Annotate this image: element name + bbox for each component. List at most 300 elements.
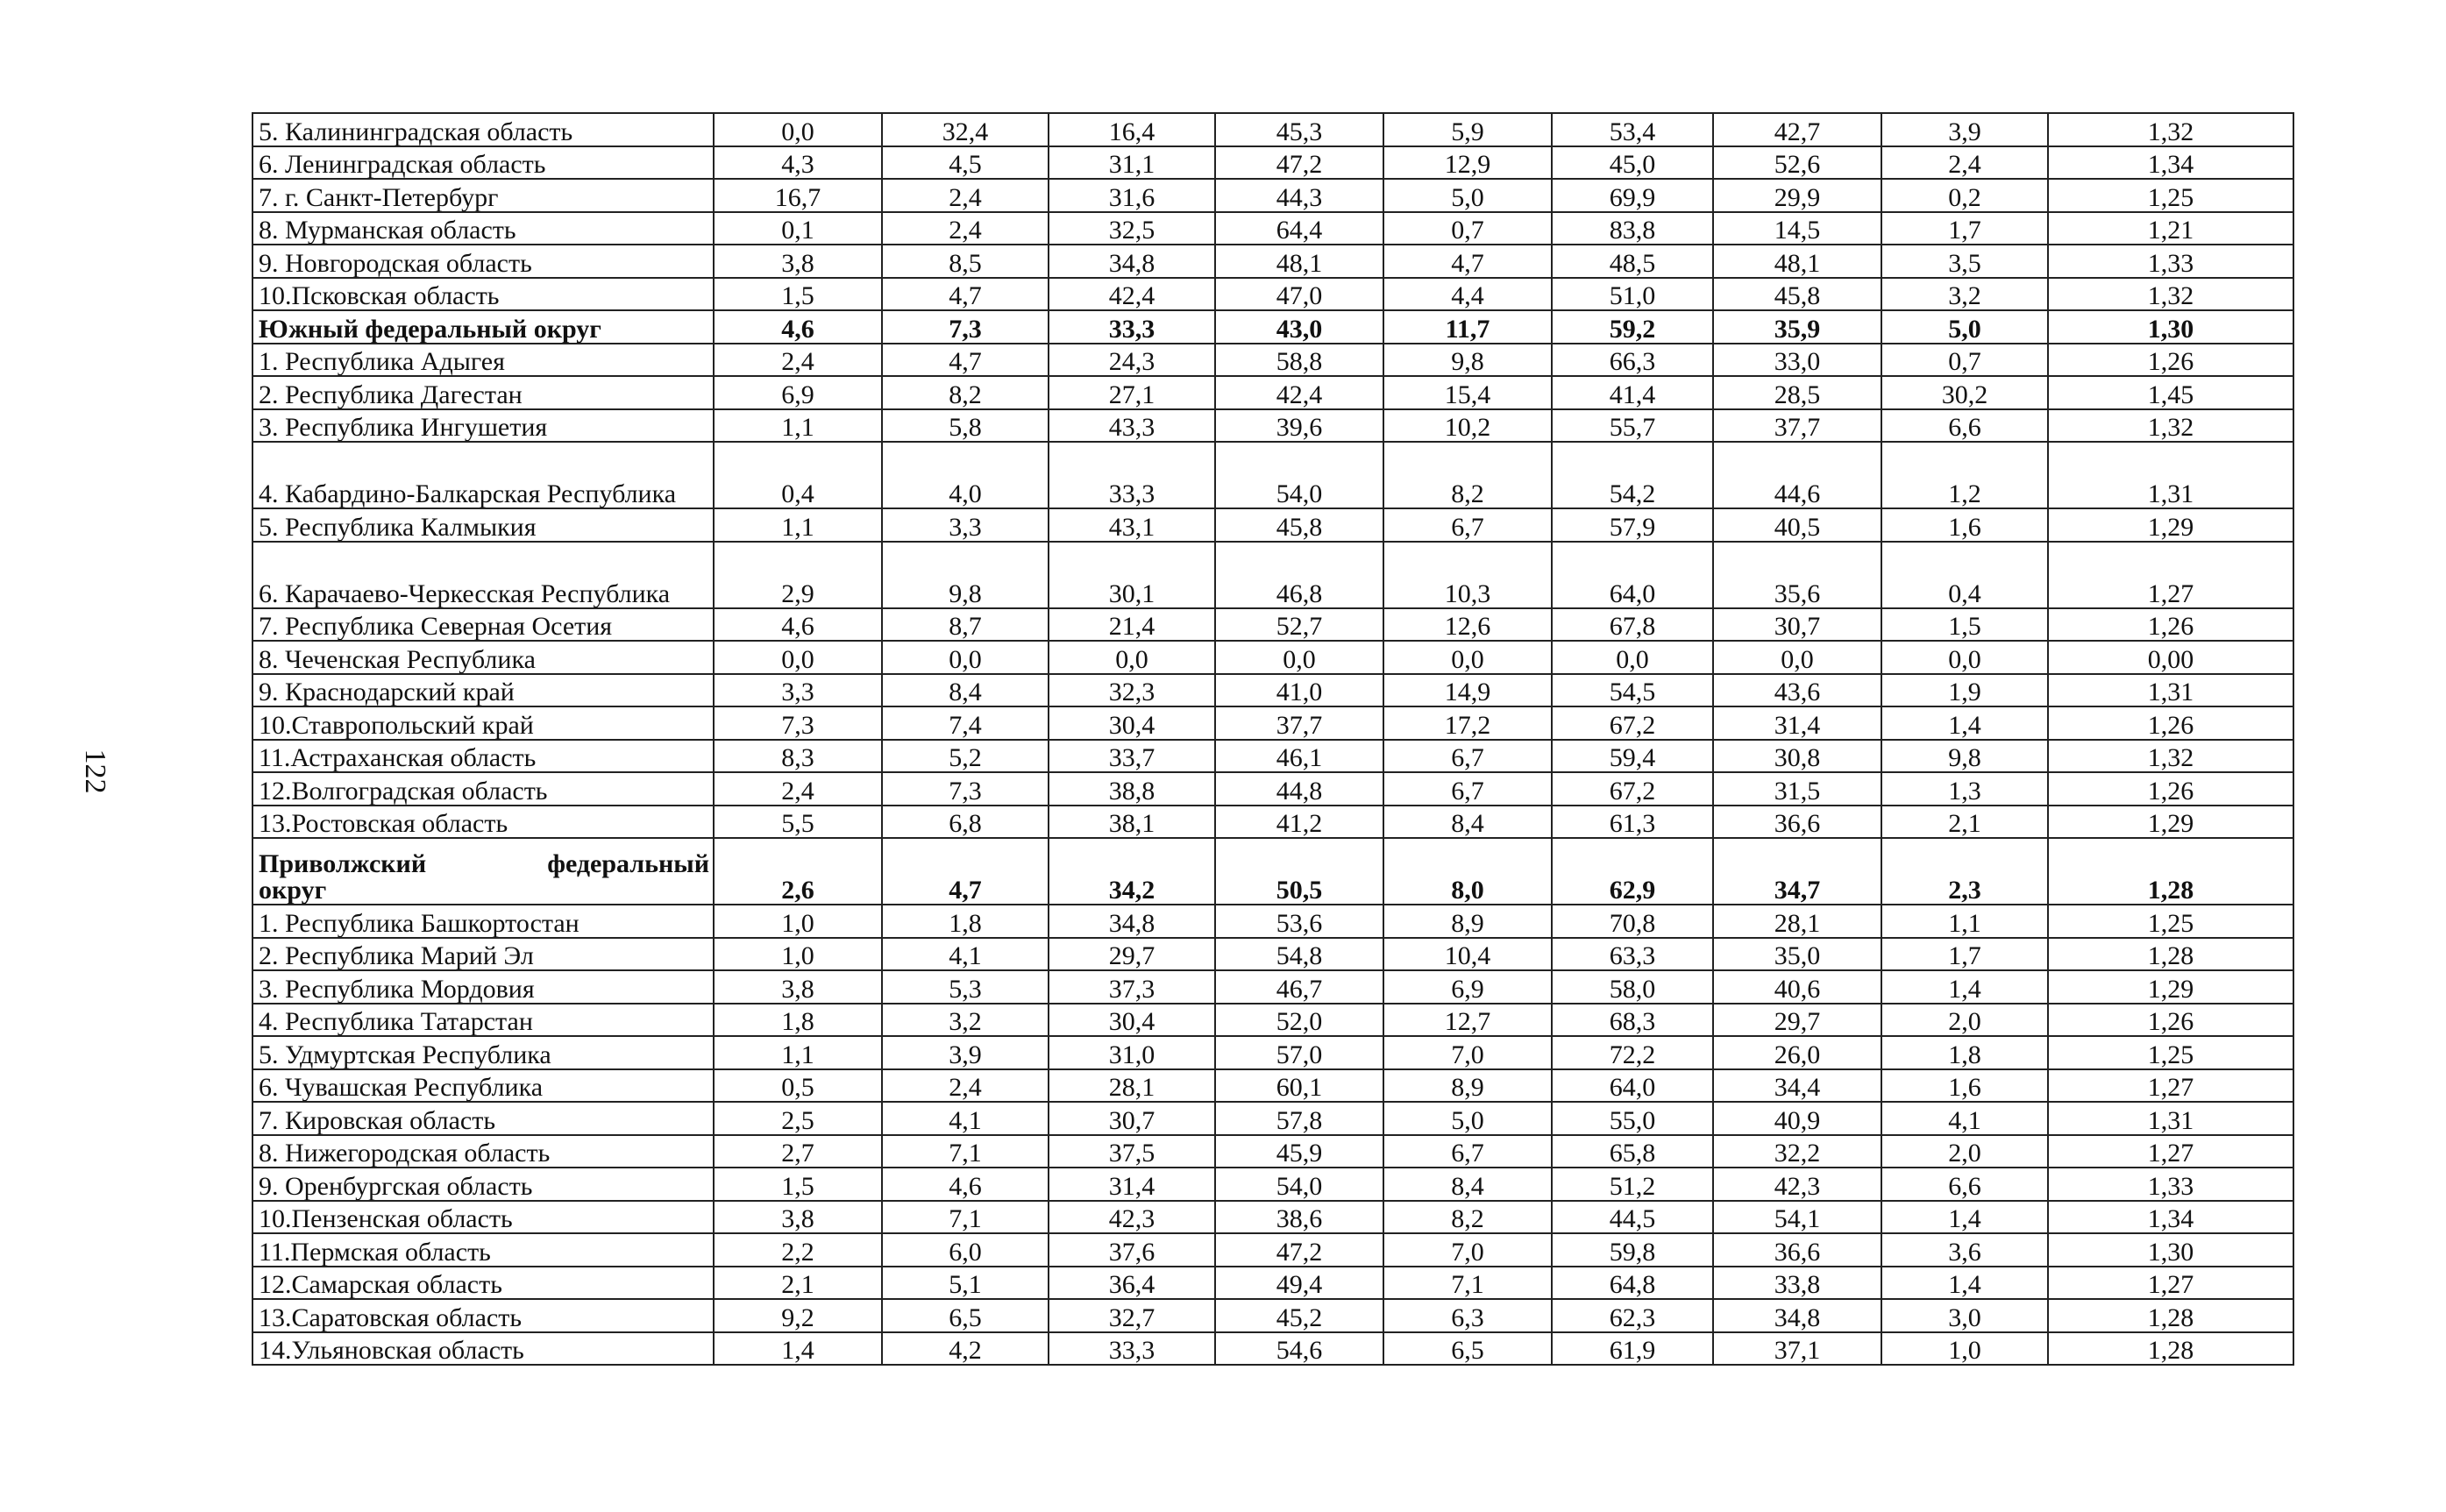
value-cell: 57,9	[1552, 508, 1713, 542]
value-cell: 30,2	[1881, 376, 2048, 409]
table-row	[252, 905, 2293, 938]
value-cell: 9,2	[714, 1299, 882, 1332]
value-cell: 8,4	[1383, 806, 1552, 839]
table-row	[252, 376, 2293, 409]
region-name-cell: 12.Самарская область	[252, 1267, 714, 1300]
value-cell: 46,7	[1215, 970, 1383, 1004]
value-cell: 5,1	[882, 1267, 1049, 1300]
value-cell: 2,2	[714, 1233, 882, 1267]
value-cell: 1,8	[714, 1004, 882, 1037]
value-cell: 1,21	[2048, 212, 2293, 245]
value-cell: 30,4	[1049, 1004, 1215, 1037]
value-cell: 50,5	[1215, 838, 1383, 905]
value-cell: 6,7	[1383, 1135, 1552, 1168]
value-cell: 48,5	[1552, 245, 1713, 278]
value-cell: 4,6	[714, 310, 882, 344]
value-cell: 5,0	[1383, 179, 1552, 212]
value-cell: 83,8	[1552, 212, 1713, 245]
value-cell: 44,3	[1215, 179, 1383, 212]
value-cell: 1,0	[1881, 1332, 2048, 1366]
value-cell: 3,6	[1881, 1233, 2048, 1267]
value-cell: 1,28	[2048, 1332, 2293, 1366]
value-cell: 1,4	[1881, 970, 2048, 1004]
region-name-cell: 6. Чувашская Республика	[252, 1069, 714, 1103]
value-cell: 8,9	[1383, 905, 1552, 938]
region-name-cell: 2. Республика Марий Эл	[252, 938, 714, 971]
table-row	[252, 641, 2293, 674]
table-row	[252, 1004, 2293, 1037]
value-cell: 6,7	[1383, 740, 1552, 773]
value-cell: 9,8	[1881, 740, 2048, 773]
value-cell: 8,2	[882, 376, 1049, 409]
value-cell: 8,5	[882, 245, 1049, 278]
value-cell: 35,0	[1713, 938, 1881, 971]
value-cell: 1,4	[714, 1332, 882, 1366]
value-cell: 47,0	[1215, 278, 1383, 311]
table-row	[252, 1135, 2293, 1168]
value-cell: 8,4	[1383, 1168, 1552, 1201]
region-name-cell: 13.Ростовская область	[252, 806, 714, 839]
value-cell: 0,7	[1383, 212, 1552, 245]
value-cell: 7,0	[1383, 1036, 1552, 1069]
value-cell: 1,27	[2048, 1135, 2293, 1168]
value-cell: 1,4	[1881, 1201, 2048, 1234]
value-cell: 47,2	[1215, 146, 1383, 180]
value-cell: 1,31	[2048, 442, 2293, 508]
value-cell: 1,1	[1881, 905, 2048, 938]
table-row	[252, 278, 2293, 311]
value-cell: 44,6	[1713, 442, 1881, 508]
value-cell: 10,2	[1383, 409, 1552, 443]
value-cell: 9,8	[1383, 344, 1552, 377]
table-row	[252, 1069, 2293, 1103]
value-cell: 6,6	[1881, 1168, 2048, 1201]
value-cell: 57,0	[1215, 1036, 1383, 1069]
value-cell: 37,5	[1049, 1135, 1215, 1168]
value-cell: 1,5	[714, 278, 882, 311]
value-cell: 67,2	[1552, 706, 1713, 740]
value-cell: 15,4	[1383, 376, 1552, 409]
value-cell: 64,8	[1552, 1267, 1713, 1300]
value-cell: 52,7	[1215, 608, 1383, 642]
value-cell: 54,2	[1552, 442, 1713, 508]
region-name-cell: 14.Ульяновская область	[252, 1332, 714, 1366]
value-cell: 49,4	[1215, 1267, 1383, 1300]
value-cell: 42,7	[1713, 113, 1881, 146]
value-cell: 6,7	[1383, 772, 1552, 806]
value-cell: 4,1	[1881, 1102, 2048, 1135]
value-cell: 42,3	[1049, 1201, 1215, 1234]
value-cell: 37,1	[1713, 1332, 1881, 1366]
region-name-cell: 8. Чеченская Республика	[252, 641, 714, 674]
value-cell: 7,3	[714, 706, 882, 740]
region-name-cell: 1. Республика Башкортостан	[252, 905, 714, 938]
region-name-cell: 4. Кабардино-Балкарская Республика	[252, 442, 714, 508]
value-cell: 26,0	[1713, 1036, 1881, 1069]
value-cell: 6,8	[882, 806, 1049, 839]
value-cell: 2,6	[714, 838, 882, 905]
value-cell: 4,7	[882, 344, 1049, 377]
value-cell: 0,1	[714, 212, 882, 245]
value-cell: 46,8	[1215, 542, 1383, 608]
table-row	[252, 674, 2293, 707]
region-name-cell: Южный федеральный округ	[252, 310, 714, 344]
region-name-cell: 9. Новгородская область	[252, 245, 714, 278]
value-cell: 12,9	[1383, 146, 1552, 180]
value-cell: 41,2	[1215, 806, 1383, 839]
value-cell: 45,2	[1215, 1299, 1383, 1332]
value-cell: 2,4	[882, 1069, 1049, 1103]
value-cell: 57,8	[1215, 1102, 1383, 1135]
value-cell: 6,5	[882, 1299, 1049, 1332]
value-cell: 43,0	[1215, 310, 1383, 344]
value-cell: 3,0	[1881, 1299, 2048, 1332]
value-cell: 1,25	[2048, 179, 2293, 212]
value-cell: 1,29	[2048, 806, 2293, 839]
region-name-cell: 10.Ставропольский край	[252, 706, 714, 740]
table-row	[252, 1267, 2293, 1300]
value-cell: 1,26	[2048, 1004, 2293, 1037]
value-cell: 0,0	[1552, 641, 1713, 674]
value-cell: 54,1	[1713, 1201, 1881, 1234]
value-cell: 62,3	[1552, 1299, 1713, 1332]
table-row	[252, 1332, 2293, 1366]
value-cell: 29,7	[1049, 938, 1215, 971]
value-cell: 1,7	[1881, 938, 2048, 971]
table-row	[252, 409, 2293, 443]
value-cell: 7,1	[882, 1135, 1049, 1168]
value-cell: 53,6	[1215, 905, 1383, 938]
value-cell: 1,6	[1881, 508, 2048, 542]
value-cell: 28,1	[1713, 905, 1881, 938]
value-cell: 36,6	[1713, 1233, 1881, 1267]
region-name-cell: Приволжский федеральный округ	[252, 838, 714, 905]
value-cell: 66,3	[1552, 344, 1713, 377]
value-cell: 52,6	[1713, 146, 1881, 180]
table-row	[252, 772, 2293, 806]
value-cell: 1,27	[2048, 1267, 2293, 1300]
table-row	[252, 1233, 2293, 1267]
value-cell: 58,8	[1215, 344, 1383, 377]
value-cell: 4,1	[882, 938, 1049, 971]
value-cell: 21,4	[1049, 608, 1215, 642]
value-cell: 0,0	[1215, 641, 1383, 674]
value-cell: 1,30	[2048, 1233, 2293, 1267]
value-cell: 39,6	[1215, 409, 1383, 443]
value-cell: 54,5	[1552, 674, 1713, 707]
value-cell: 54,0	[1215, 1168, 1383, 1201]
value-cell: 32,5	[1049, 212, 1215, 245]
value-cell: 59,8	[1552, 1233, 1713, 1267]
table-row	[252, 1036, 2293, 1069]
value-cell: 2,7	[714, 1135, 882, 1168]
value-cell: 1,31	[2048, 1102, 2293, 1135]
value-cell: 10,4	[1383, 938, 1552, 971]
value-cell: 44,8	[1215, 772, 1383, 806]
page-number: 122	[79, 749, 111, 794]
value-cell: 5,8	[882, 409, 1049, 443]
table-row	[252, 806, 2293, 839]
region-name-cell: 10.Пензенская область	[252, 1201, 714, 1234]
district-total-row	[252, 838, 2293, 905]
region-name-cell: 11.Пермская область	[252, 1233, 714, 1267]
value-cell: 6,0	[882, 1233, 1049, 1267]
value-cell: 5,2	[882, 740, 1049, 773]
table-row	[252, 740, 2293, 773]
value-cell: 17,2	[1383, 706, 1552, 740]
value-cell: 1,45	[2048, 376, 2293, 409]
value-cell: 41,4	[1552, 376, 1713, 409]
value-cell: 37,3	[1049, 970, 1215, 1004]
value-cell: 54,0	[1215, 442, 1383, 508]
value-cell: 67,8	[1552, 608, 1713, 642]
value-cell: 3,3	[882, 508, 1049, 542]
value-cell: 0,00	[2048, 641, 2293, 674]
value-cell: 8,4	[882, 674, 1049, 707]
value-cell: 42,4	[1215, 376, 1383, 409]
value-cell: 29,7	[1713, 1004, 1881, 1037]
value-cell: 64,4	[1215, 212, 1383, 245]
value-cell: 30,8	[1713, 740, 1881, 773]
table-row	[252, 1299, 2293, 1332]
value-cell: 8,0	[1383, 838, 1552, 905]
value-cell: 31,4	[1049, 1168, 1215, 1201]
value-cell: 2,0	[1881, 1135, 2048, 1168]
table-row	[252, 146, 2293, 180]
value-cell: 3,2	[882, 1004, 1049, 1037]
value-cell: 51,2	[1552, 1168, 1713, 1201]
region-name-cell: 9. Оренбургская область	[252, 1168, 714, 1201]
value-cell: 16,4	[1049, 113, 1215, 146]
value-cell: 69,9	[1552, 179, 1713, 212]
value-cell: 0,0	[882, 641, 1049, 674]
value-cell: 1,1	[714, 409, 882, 443]
value-cell: 45,8	[1215, 508, 1383, 542]
value-cell: 8,7	[882, 608, 1049, 642]
value-cell: 2,1	[714, 1267, 882, 1300]
value-cell: 1,29	[2048, 970, 2293, 1004]
value-cell: 4,7	[1383, 245, 1552, 278]
value-cell: 34,4	[1713, 1069, 1881, 1103]
value-cell: 1,32	[2048, 740, 2293, 773]
value-cell: 0,0	[1383, 641, 1552, 674]
value-cell: 3,5	[1881, 245, 2048, 278]
value-cell: 7,0	[1383, 1233, 1552, 1267]
value-cell: 43,6	[1713, 674, 1881, 707]
value-cell: 12,6	[1383, 608, 1552, 642]
value-cell: 32,7	[1049, 1299, 1215, 1332]
value-cell: 64,0	[1552, 1069, 1713, 1103]
table-row	[252, 706, 2293, 740]
value-cell: 6,5	[1383, 1332, 1552, 1366]
value-cell: 0,0	[1713, 641, 1881, 674]
value-cell: 33,0	[1713, 344, 1881, 377]
value-cell: 0,0	[714, 113, 882, 146]
value-cell: 5,5	[714, 806, 882, 839]
value-cell: 10,3	[1383, 542, 1552, 608]
table-row	[252, 1168, 2293, 1201]
table-row	[252, 1102, 2293, 1135]
table-row	[252, 508, 2293, 542]
value-cell: 54,8	[1215, 938, 1383, 971]
value-cell: 33,3	[1049, 310, 1215, 344]
region-name-cell: 5. Республика Калмыкия	[252, 508, 714, 542]
value-cell: 5,3	[882, 970, 1049, 1004]
value-cell: 33,8	[1713, 1267, 1881, 1300]
value-cell: 0,0	[1881, 641, 2048, 674]
value-cell: 2,4	[714, 772, 882, 806]
value-cell: 37,7	[1215, 706, 1383, 740]
value-cell: 1,6	[1881, 1069, 2048, 1103]
value-cell: 1,0	[714, 938, 882, 971]
value-cell: 1,31	[2048, 674, 2293, 707]
region-name-cell: 7. Кировская область	[252, 1102, 714, 1135]
region-name-cell: 13.Саратовская область	[252, 1299, 714, 1332]
value-cell: 45,9	[1215, 1135, 1383, 1168]
region-name-cell: 10.Псковская область	[252, 278, 714, 311]
value-cell: 2,9	[714, 542, 882, 608]
value-cell: 0,4	[1881, 542, 2048, 608]
region-name-cell: 6. Карачаево-Черкесская Республика	[252, 542, 714, 608]
value-cell: 4,2	[882, 1332, 1049, 1366]
value-cell: 2,4	[1881, 146, 2048, 180]
table-row	[252, 245, 2293, 278]
value-cell: 31,4	[1713, 706, 1881, 740]
value-cell: 4,4	[1383, 278, 1552, 311]
value-cell: 4,0	[882, 442, 1049, 508]
value-cell: 44,5	[1552, 1201, 1713, 1234]
value-cell: 45,3	[1215, 113, 1383, 146]
value-cell: 8,2	[1383, 1201, 1552, 1234]
table-row	[252, 442, 2293, 508]
value-cell: 2,5	[714, 1102, 882, 1135]
table-row	[252, 113, 2293, 146]
region-name-cell: 4. Республика Татарстан	[252, 1004, 714, 1037]
value-cell: 47,2	[1215, 1233, 1383, 1267]
value-cell: 2,3	[1881, 838, 2048, 905]
value-cell: 5,9	[1383, 113, 1552, 146]
value-cell: 1,26	[2048, 772, 2293, 806]
value-cell: 37,6	[1049, 1233, 1215, 1267]
value-cell: 1,2	[1881, 442, 2048, 508]
value-cell: 61,9	[1552, 1332, 1713, 1366]
table-row	[252, 179, 2293, 212]
value-cell: 51,0	[1552, 278, 1713, 311]
value-cell: 32,2	[1713, 1135, 1881, 1168]
value-cell: 1,29	[2048, 508, 2293, 542]
value-cell: 40,9	[1713, 1102, 1881, 1135]
table-row	[252, 608, 2293, 642]
value-cell: 0,0	[1049, 641, 1215, 674]
value-cell: 11,7	[1383, 310, 1552, 344]
value-cell: 54,6	[1215, 1332, 1383, 1366]
value-cell: 34,7	[1713, 838, 1881, 905]
value-cell: 30,4	[1049, 706, 1215, 740]
value-cell: 42,4	[1049, 278, 1215, 311]
value-cell: 8,2	[1383, 442, 1552, 508]
value-cell: 38,8	[1049, 772, 1215, 806]
value-cell: 2,4	[882, 212, 1049, 245]
value-cell: 1,4	[1881, 1267, 2048, 1300]
value-cell: 4,3	[714, 146, 882, 180]
region-name-cell: 9. Краснодарский край	[252, 674, 714, 707]
value-cell: 8,9	[1383, 1069, 1552, 1103]
value-cell: 12,7	[1383, 1004, 1552, 1037]
value-cell: 7,3	[882, 772, 1049, 806]
value-cell: 34,8	[1049, 245, 1215, 278]
value-cell: 29,9	[1713, 179, 1881, 212]
value-cell: 31,0	[1049, 1036, 1215, 1069]
region-name-cell: 11.Астраханская область	[252, 740, 714, 773]
table-row	[252, 542, 2293, 608]
value-cell: 30,7	[1713, 608, 1881, 642]
value-cell: 1,32	[2048, 113, 2293, 146]
value-cell: 1,30	[2048, 310, 2293, 344]
value-cell: 7,4	[882, 706, 1049, 740]
value-cell: 1,1	[714, 508, 882, 542]
value-cell: 1,28	[2048, 938, 2293, 971]
value-cell: 1,7	[1881, 212, 2048, 245]
value-cell: 3,8	[714, 245, 882, 278]
value-cell: 34,8	[1049, 905, 1215, 938]
value-cell: 33,3	[1049, 442, 1215, 508]
value-cell: 0,5	[714, 1069, 882, 1103]
value-cell: 28,1	[1049, 1069, 1215, 1103]
value-cell: 6,6	[1881, 409, 2048, 443]
value-cell: 0,2	[1881, 179, 2048, 212]
value-cell: 32,4	[882, 113, 1049, 146]
value-cell: 35,9	[1713, 310, 1881, 344]
region-name-cell: 1. Республика Адыгея	[252, 344, 714, 377]
value-cell: 0,7	[1881, 344, 2048, 377]
value-cell: 52,0	[1215, 1004, 1383, 1037]
value-cell: 5,0	[1881, 310, 2048, 344]
value-cell: 43,1	[1049, 508, 1215, 542]
value-cell: 3,3	[714, 674, 882, 707]
value-cell: 31,5	[1713, 772, 1881, 806]
value-cell: 42,3	[1713, 1168, 1881, 1201]
value-cell: 1,1	[714, 1036, 882, 1069]
value-cell: 1,34	[2048, 1201, 2293, 1234]
value-cell: 6,7	[1383, 508, 1552, 542]
value-cell: 2,0	[1881, 1004, 2048, 1037]
region-name-cell: 3. Республика Ингушетия	[252, 409, 714, 443]
value-cell: 70,8	[1552, 905, 1713, 938]
value-cell: 1,26	[2048, 608, 2293, 642]
region-name-cell: 7. г. Санкт-Петербург	[252, 179, 714, 212]
region-name-cell: 3. Республика Мордовия	[252, 970, 714, 1004]
value-cell: 59,4	[1552, 740, 1713, 773]
value-cell: 1,28	[2048, 838, 2293, 905]
value-cell: 1,32	[2048, 278, 2293, 311]
value-cell: 1,8	[882, 905, 1049, 938]
value-cell: 33,7	[1049, 740, 1215, 773]
value-cell: 37,7	[1713, 409, 1881, 443]
region-name-cell: 8. Мурманская область	[252, 212, 714, 245]
value-cell: 45,0	[1552, 146, 1713, 180]
value-cell: 32,3	[1049, 674, 1215, 707]
value-cell: 65,8	[1552, 1135, 1713, 1168]
value-cell: 59,2	[1552, 310, 1713, 344]
value-cell: 3,8	[714, 1201, 882, 1234]
table-body	[252, 113, 2293, 1365]
region-name-cell: 12.Волгоградская область	[252, 772, 714, 806]
table-row	[252, 970, 2293, 1004]
value-cell: 28,5	[1713, 376, 1881, 409]
value-cell: 58,0	[1552, 970, 1713, 1004]
value-cell: 7,3	[882, 310, 1049, 344]
value-cell: 53,4	[1552, 113, 1713, 146]
